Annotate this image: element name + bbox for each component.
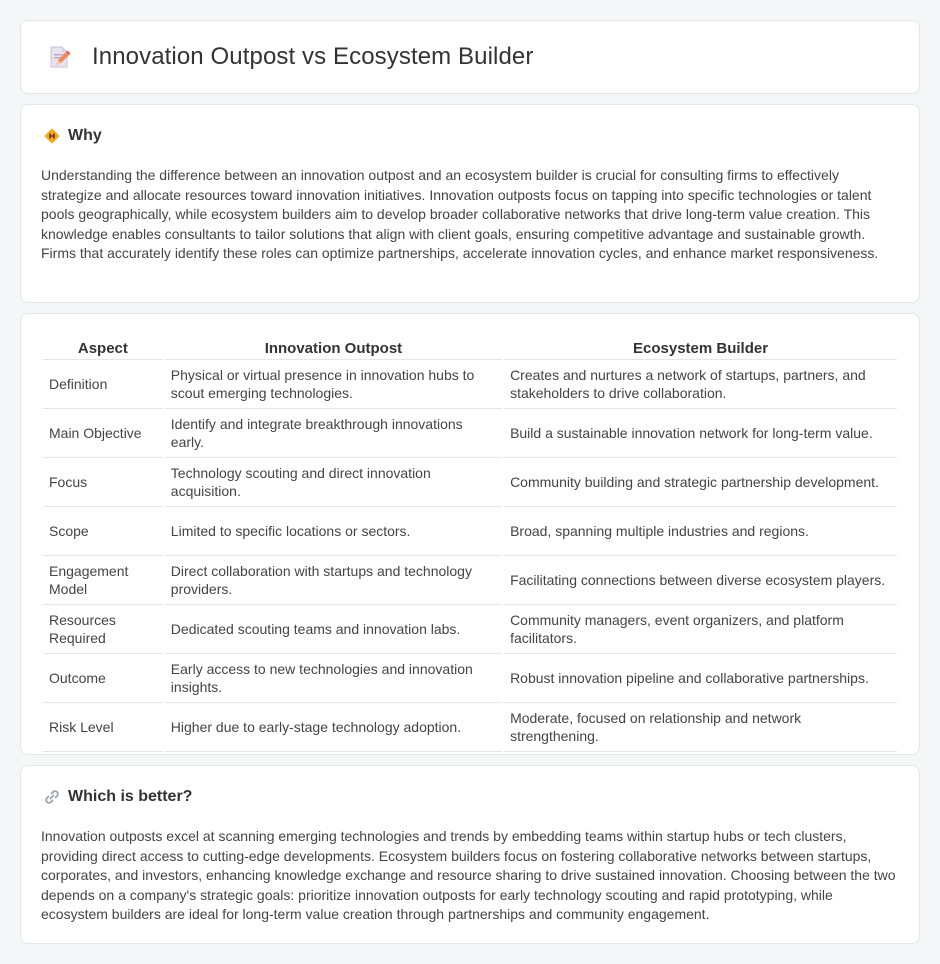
table-row [43,360,897,409]
outpost-cell: Physical or virtual presence in innovation hubs to scout emerging technologies. [165,360,502,409]
aspect-cell: Scope [43,507,163,556]
comparison-table [41,334,899,752]
outpost-cell: Identify and integrate breakthrough innovations early. [165,409,502,458]
header-ecosystem-builder: Ecosystem Builder [504,334,897,360]
table-row [43,556,897,605]
aspect-cell: Engagement Model [43,556,163,605]
comparison-table-card [20,313,920,755]
document-pencil-icon [45,43,73,71]
table-row [43,654,897,703]
page-header [45,43,533,71]
diamond-warning-icon [43,127,61,145]
builder-cell: Moderate, focused on relationship and network strengthening. [504,703,897,752]
builder-cell: Creates and nurtures a network of startups, partners, and stakeholders to drive collaboration. [504,360,897,409]
outpost-cell: Direct collaboration with startups and technology providers. [165,556,502,605]
outpost-cell: Early access to new technologies and innovation insights. [165,654,502,703]
table-row [43,703,897,752]
aspect-cell: Resources Required [43,605,163,654]
outpost-cell: Dedicated scouting teams and innovation labs. [165,605,502,654]
table-header-row [43,334,897,360]
which-is-better-section [20,765,920,944]
why-text: Understanding the difference between an innovation outpost and an ecosystem builder is crucial for consulting firms to effectively strategize and allocate resources toward innovation initiatives. Innovation outposts focus on tapping into specific technologies or talent pools geographically, while ecosystem builders aim to develop broader collaborative networks that drive long-term value creation. This knowledge enables consultants to tailor solutions that align with client goals, ensuring competitive advantage and sustainable growth. Firms that accurately identify these roles can optimize partnerships, accelerate innovation cycles, and enhance market responsiveness. [41,167,879,261]
outpost-cell: Limited to specific locations or sectors. [165,507,502,556]
header-innovation-outpost: Innovation Outpost [165,334,502,360]
header-aspect: Aspect [43,334,163,360]
builder-cell: Facilitating connections between diverse ecosystem players. [504,556,897,605]
why-title: Why [68,127,102,144]
builder-cell: Build a sustainable innovation network for long-term value. [504,409,897,458]
table-row [43,458,897,507]
which-is-better-text: Innovation outposts excel at scanning emerging technologies and trends by embedding teams within startup hubs or tech clusters, providing direct access to cutting-edge developments. Ecosystem builders focus on fostering collaborative networks between startups, corporates, and investors, enhancing knowledge exchange and resource sharing to drive sustained innovation. Choosing between the two depends on a company's strategic goals: prioritize innovation outposts for early technology scouting and rapid prototyping, while ecosystem builders are ideal for long-term value creation through partnerships and community engagement. [41,828,896,922]
builder-cell: Broad, spanning multiple industries and regions. [504,507,897,556]
outpost-cell: Technology scouting and direct innovation acquisition. [165,458,502,507]
page-title: Innovation Outpost vs Ecosystem Builder [92,43,534,70]
aspect-cell: Main Objective [43,409,163,458]
which-is-better-heading [43,788,192,806]
builder-cell: Community managers, event organizers, and platform facilitators. [504,605,897,654]
aspect-cell: Outcome [43,654,163,703]
table-row [43,605,897,654]
outpost-cell: Higher due to early-stage technology adoption. [165,703,502,752]
aspect-cell: Definition [43,360,163,409]
title-card [20,20,920,94]
why-heading [43,127,102,145]
which-is-better-title: Which is better? [68,788,193,805]
table-row [43,409,897,458]
table-row [43,507,897,556]
why-section [20,104,920,303]
aspect-cell: Risk Level [43,703,163,752]
builder-cell: Robust innovation pipeline and collaborative partnerships. [504,654,897,703]
aspect-cell: Focus [43,458,163,507]
builder-cell: Community building and strategic partnership development. [504,458,897,507]
link-icon [43,788,61,806]
